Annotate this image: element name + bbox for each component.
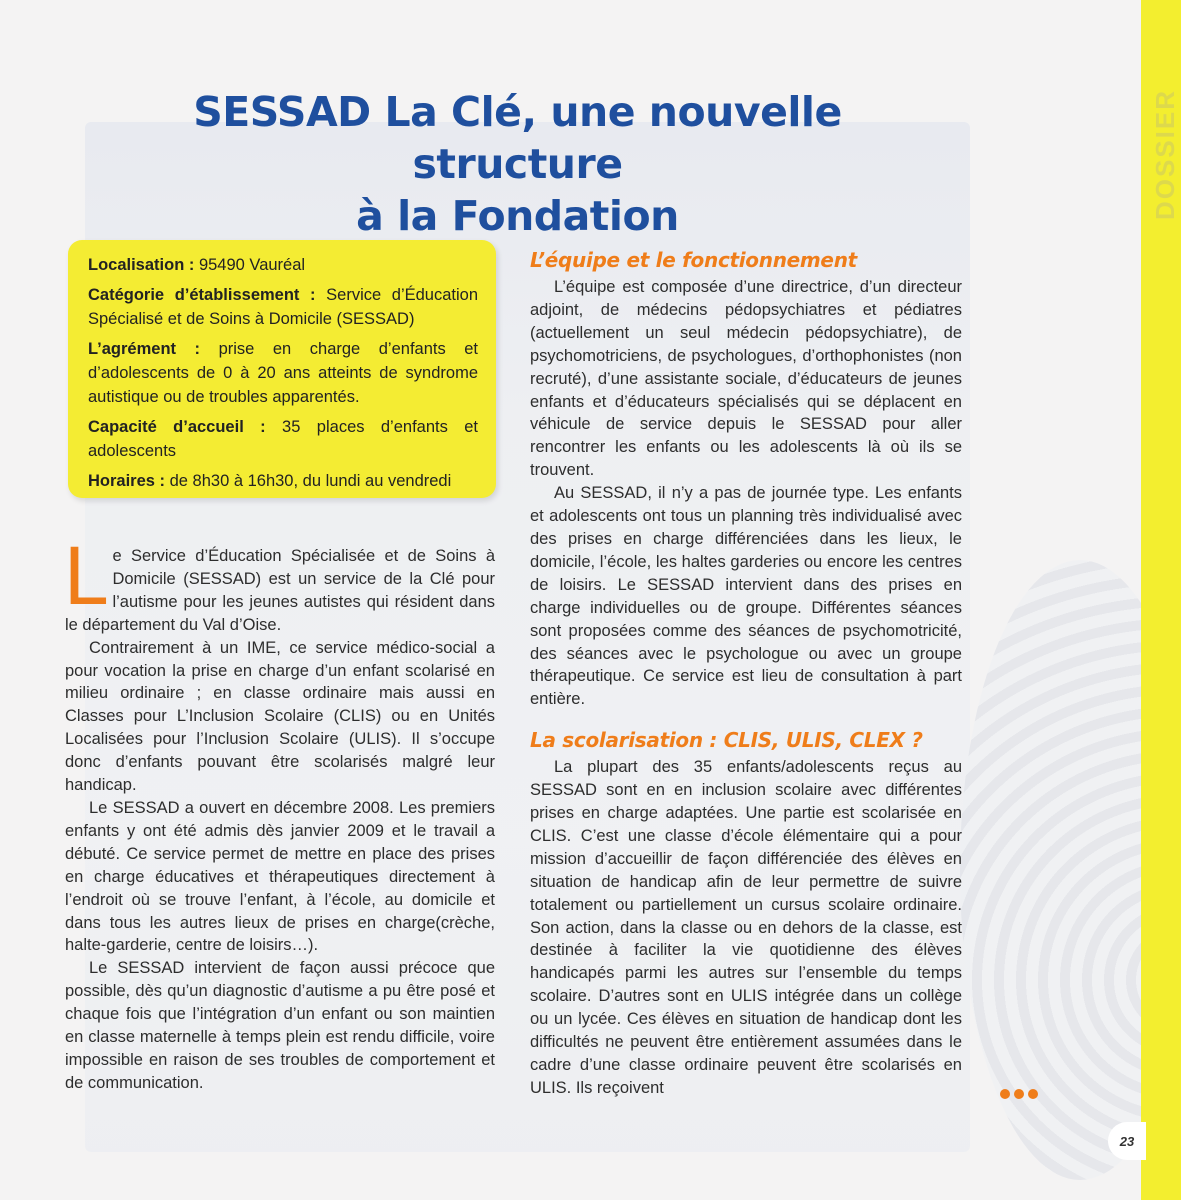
section-heading-equipe: L’équipe et le fonctionnement <box>530 248 857 272</box>
body-paragraph: L’équipe est composée d’une directrice, d’un directeur adjoint, de médecins pédopsychiatres et pédiatres (actuellement un seul médecin pédopsychiatre), de psychomotriciens, de psychologues, d’orthophonistes (non recruté), d’une assistante sociale, d’éducateurs de jeunes enfants et d’éducateurs spécialisés qui se déplacent en véhicule de service depuis le SESSAD pour aller rencontrer les enfants ou les adolescents là où ils se trouvent. <box>530 278 962 480</box>
continued-dots-icon <box>1000 1086 1048 1102</box>
body-paragraph: Au SESSAD, il n’y a pas de journée type. Les enfants et adolescents ont tous un planning très individualisé avec des prises en charge différenciées dans les lieux, le domicile, l’école, les haltes garderies ou encore les centres de loisirs. Le SESSAD intervient dans des prises en charge individuelles ou de groupe. Différentes séances sont proposées comme des séances de psychomotricité, des séances avec le psychologue ou avec un groupe thérapeutique. Ce service est lieu de consultation à part entière. <box>530 484 962 709</box>
info-localisation-label: Localisation : <box>88 256 195 274</box>
info-box <box>68 240 496 498</box>
body-paragraph: Contrairement à un IME, ce service médico-social a pour vocation la prise en charge d’un enfant scolarisé en milieu ordinaire ; en classe ordinaire mais aussi en Classes pour L’Inclusion Scolaire (CLIS) ou en Unités Localisées pour l’Inclusion Scolaire (ULIS). Il s’occupe donc d’enfants pouvant être scolarisés malgré leur handicap. <box>65 638 495 795</box>
dot <box>1000 1089 1010 1099</box>
drop-cap: L <box>63 533 107 623</box>
right-column <box>530 247 962 1100</box>
intro-paragraph-text: e Service d’Éducation Spécialisée et de Soins à Domicile (SESSAD) est un service de la Clé pour l’autisme pour les jeunes autistes qui résident dans le département du Val d’Oise. <box>65 547 495 634</box>
dot <box>1028 1089 1038 1099</box>
intro-paragraph <box>63 533 495 637</box>
info-horaires-label: Horaires : <box>88 472 166 490</box>
info-agrement-value: prise en charge d’enfants et d’adolescents de 0 à 20 ans atteints de syndrome autistique ou de troubles apparentés. <box>88 340 479 406</box>
section-heading-scolarisation: La scolarisation : CLIS, ULIS, CLEX ? <box>530 728 923 753</box>
info-agrement-label: L’agrément : <box>88 340 201 358</box>
info-capacite <box>88 415 478 463</box>
info-localisation-value: 95490 Vauréal <box>194 256 306 274</box>
left-column <box>63 533 495 1095</box>
body-paragraph: Le SESSAD intervient de façon aussi précoce que possible, dès qu’un diagnostic d’autisme a pu être posé et chaque fois que l’intégration d’un enfant ou son maintien en classe maternelle à temps plein est rendu difficile, voire impossible en raison de ses troubles de comportement et de communication. <box>65 959 495 1092</box>
info-horaires <box>88 469 478 493</box>
body-paragraph: La plupart des 35 enfants/adolescents reçus au SESSAD sont en en inclusion scolaire avec différentes prises en charge adaptées. Une partie est scolarisée en CLIS. C’est une classe d’école élémentaire qui a pour mission d’accueillir de façon différenciée des élèves en situation de handicap afin de leur permettre de suivre totalement ou partiellement un cursus scolaire ordinaire. Son action, dans la classe ou en dehors de la classe, est destinée à faciliter la vie quotidienne des élèves handicapés parmi les autres sur l’ensemble du temps scolaire. D’autres sont en ULIS intégrée dans un collège ou un lycée. Ces élèves en situation de handicap dont les difficultés ne peuvent être entièrement assumées dans le cadre d’une classe ordinaire peuvent être scolarisés en ULIS. Ils reçoivent <box>530 758 962 1097</box>
page-number: 23 <box>1108 1122 1146 1160</box>
info-categorie <box>88 283 478 331</box>
info-capacite-label: Capacité d’accueil : <box>88 418 266 436</box>
info-horaires-value: de 8h30 à 16h30, du lundi au vendredi <box>165 472 452 490</box>
title-line-1: SESSAD La Clé, une nouvelle structure <box>193 88 842 188</box>
section-spine-label: DOSSIER <box>1150 88 1180 220</box>
body-paragraph: Le SESSAD a ouvert en décembre 2008. Les premiers enfants y ont été admis dès janvier 2009 et le travail a débuté. Ce service permet de mettre en place des prises en charge éducatives et thérapeutiques directement à l’endroit où se trouve l’enfant, à l’école, au domicile et dans tous les autres lieux de prises en charge(crèche, halte-garderie, centre de loisirs…). <box>65 798 495 955</box>
info-categorie-value: Service d’Éducation Spécialisé et de Soins à Domicile (SESSAD) <box>88 286 478 328</box>
title-line-2: à la Fondation <box>356 192 679 240</box>
page-title <box>95 86 940 242</box>
info-agrement <box>88 337 478 409</box>
dot <box>1014 1089 1024 1099</box>
info-categorie-label: Catégorie d’établissement : <box>88 286 316 304</box>
info-localisation <box>88 253 478 277</box>
info-capacite-value: 35 places d’enfants et adolescents <box>88 418 478 460</box>
